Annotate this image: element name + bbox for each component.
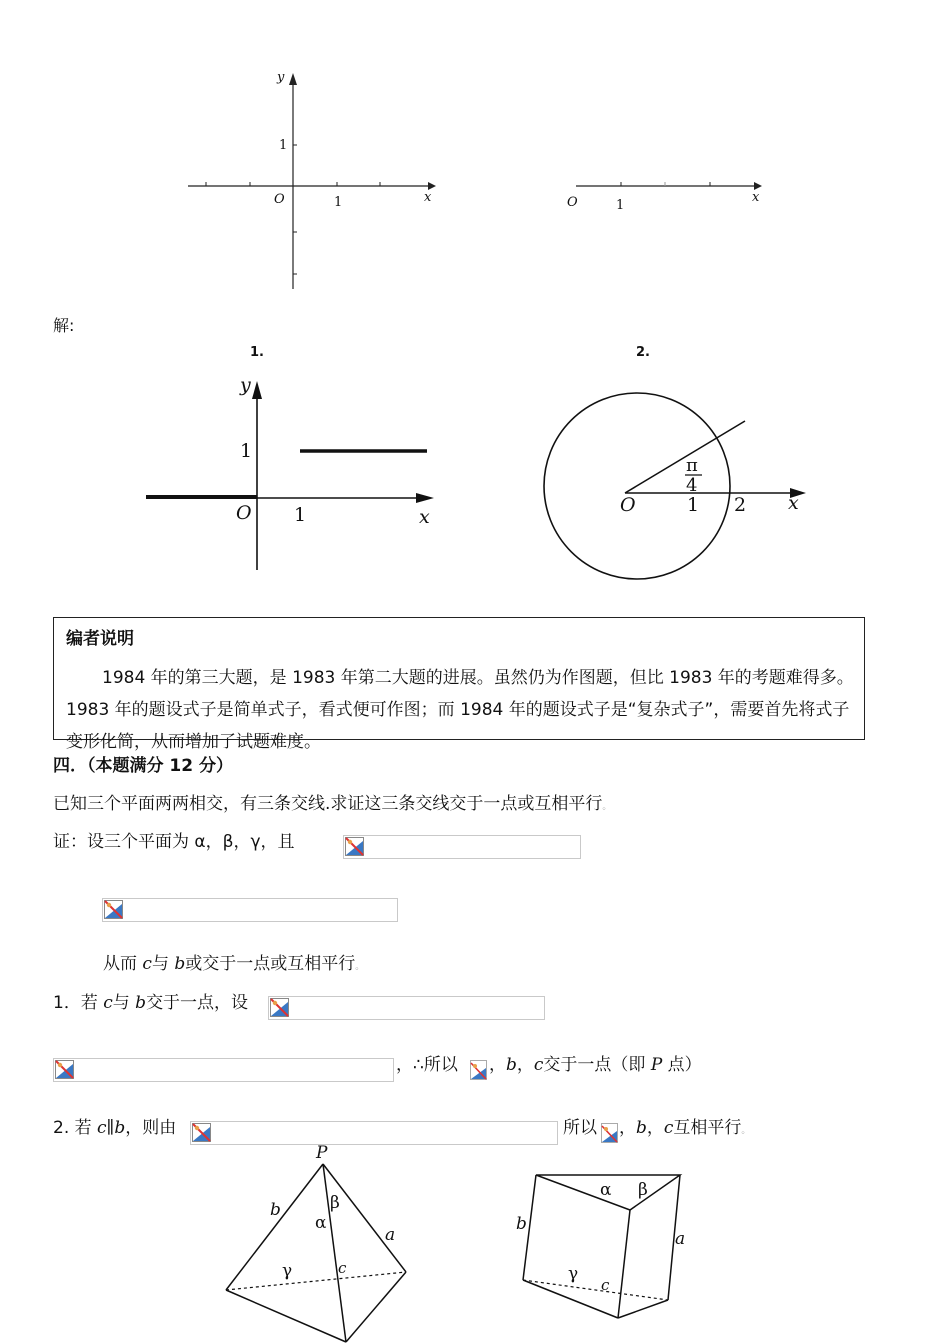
sep-comma: ，: [516, 1055, 534, 1075]
proof-start: 证：设三个平面为 α，β，γ，且: [53, 832, 295, 852]
sep-comma: ，: [646, 1118, 664, 1138]
prism-gamma: γ: [568, 1264, 579, 1284]
top-right-origin: O: [567, 195, 578, 210]
graph1-x-label: x: [419, 506, 430, 528]
case1-line: [53, 988, 248, 1013]
sep-comma: ，: [489, 1055, 506, 1075]
var-b: b: [174, 954, 186, 974]
graph1-y-label: y: [240, 374, 251, 396]
var-c: c: [142, 954, 152, 974]
solution-label: 解:: [53, 316, 75, 335]
top-left-tick-x: 1: [334, 195, 343, 210]
var-b: b: [135, 993, 147, 1013]
prism-c: c: [601, 1276, 610, 1294]
c-b-line: [103, 949, 364, 974]
case1-end: 点）: [662, 1055, 702, 1075]
formula-image-5: [190, 1121, 558, 1145]
small-broken-image-icon: [601, 1123, 618, 1143]
top-left-x-label: x: [424, 190, 432, 205]
para-mark: 。: [741, 1126, 751, 1136]
formula-image-2: [102, 898, 398, 922]
broken-image-icon: [345, 837, 364, 856]
para-mark: 。: [355, 962, 365, 972]
sep-comma: ，: [619, 1118, 636, 1138]
graph2-x-label: x: [788, 492, 799, 514]
var-p: P: [650, 1055, 663, 1075]
top-left-tick-y: 1: [279, 138, 288, 153]
formula-image-3: [268, 996, 545, 1020]
graph2-four: 4: [686, 475, 698, 496]
graph1-one-x: 1: [294, 504, 307, 526]
problem-statement: [53, 789, 611, 814]
case2-so: 所以: [563, 1118, 597, 1138]
tetra-b: b: [270, 1200, 281, 1220]
tetra-P: P: [316, 1143, 328, 1163]
graph-2-label: 2.: [636, 345, 650, 360]
case1-mid: 与: [112, 993, 136, 1013]
broken-image-icon: [104, 900, 123, 919]
broken-image-icon: [270, 998, 289, 1017]
formula-image-4: [53, 1058, 394, 1082]
prism-beta: β: [638, 1180, 648, 1200]
top-right-x-label: x: [752, 190, 760, 205]
var-c: c: [103, 993, 113, 1013]
var-b: b: [636, 1118, 647, 1138]
small-broken-image-icon: [470, 1060, 487, 1080]
para-mark: 。: [602, 802, 612, 812]
editor-note-title: 编者说明: [66, 629, 134, 649]
case2-rest: ，则由: [125, 1118, 177, 1138]
case2-end: 互相平行: [673, 1118, 742, 1138]
tetrahedron-figure: [220, 1160, 420, 1344]
prism-a: a: [675, 1229, 686, 1249]
c-b-mid: 与: [151, 954, 175, 974]
solution-graph-2: [540, 385, 810, 585]
editor-note-text: 1984 年的第三大题，是 1983 年第二大题的进展。虽然仍为作图题，但比 1983 年的考题难得多。1983 年的题设式子是简单式子，看式便可作图；而 1984 年的题设式子是“复杂式子”，需要首先将式子变形化简，从而增加了试题难度。: [66, 668, 854, 752]
solution-graph-1: [140, 375, 440, 575]
broken-image-icon: [192, 1123, 211, 1142]
problem-text: 已知三个平面两两相交，有三条交线.求证这三条交线交于一点或互相平行: [53, 794, 603, 814]
case2-num: 2. 若: [53, 1118, 98, 1138]
editor-note-box: [53, 617, 865, 752]
graph2-origin: O: [620, 494, 636, 516]
top-left-axes: [180, 65, 440, 295]
graph-1-label: 1.: [250, 345, 264, 360]
c-b-rest: 或交于一点或互相平行: [185, 954, 356, 974]
case1-rest: 交于一点，设: [146, 993, 249, 1013]
var-c-parallel-b: c∥b: [97, 1118, 126, 1138]
prism-b: b: [516, 1214, 527, 1234]
case2-line: [53, 1113, 176, 1138]
tetra-alpha: α: [315, 1213, 327, 1233]
graph1-origin: O: [236, 502, 252, 524]
case2-conclusion: [619, 1113, 750, 1138]
case1-conclusion-b: [489, 1050, 702, 1075]
graph2-one: 1: [687, 494, 700, 516]
tetra-a: a: [385, 1225, 396, 1245]
tetra-c: c: [338, 1259, 347, 1277]
case1-conclusion-a: ，∴所以: [396, 1055, 458, 1075]
case1-num: 1．若: [53, 993, 104, 1013]
top-right-tick: 1: [616, 198, 625, 213]
var-b: b: [506, 1055, 517, 1075]
tetra-beta: β: [330, 1193, 340, 1213]
var-c: c: [663, 1118, 674, 1138]
formula-image-1: [343, 835, 581, 859]
c-b-prefix: 从而: [103, 954, 143, 974]
top-right-axis: [570, 175, 770, 195]
graph2-two: 2: [734, 494, 747, 516]
prism-alpha: α: [600, 1180, 612, 1200]
top-left-origin: O: [274, 192, 285, 207]
var-c: c: [533, 1055, 544, 1075]
section-heading: 四．（本题满分 12 分）: [53, 756, 233, 776]
tetra-gamma: γ: [282, 1261, 293, 1281]
graph2-pi: π: [686, 455, 698, 476]
editor-note-body: [66, 662, 854, 758]
graph1-one-y: 1: [240, 440, 253, 462]
top-left-y-label: y: [277, 70, 285, 85]
case1-rest: 交于一点（即: [543, 1055, 651, 1075]
broken-image-icon: [55, 1060, 74, 1079]
